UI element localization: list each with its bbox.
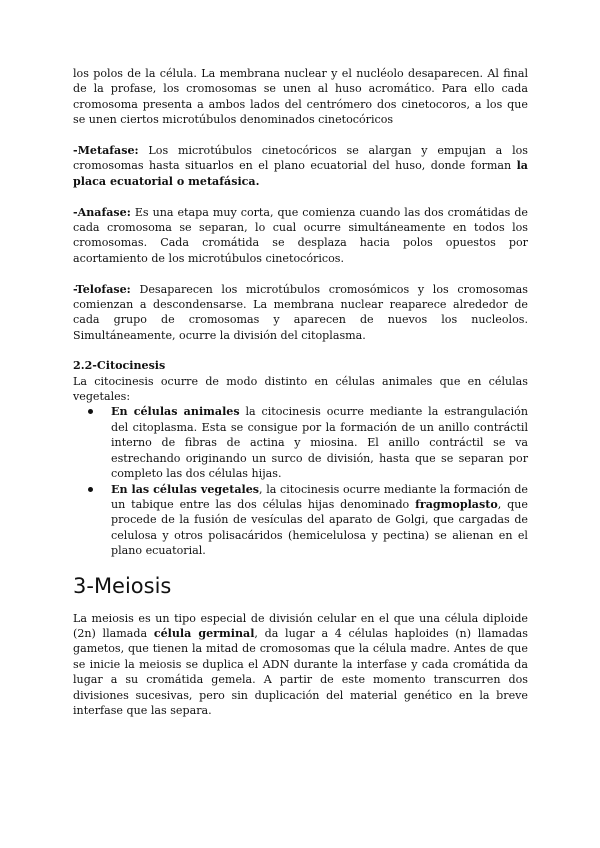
document-page	[73, 66, 528, 718]
vegetal-bold: En las células vegetales	[111, 482, 260, 496]
anafase-paragraph	[73, 205, 528, 267]
telofase-label: -Telofase:	[73, 282, 131, 296]
anafase-label: -Anafase:	[73, 205, 131, 219]
anafase-text: Es una etapa muy corta, que comienza cuando las dos cromátidas de cada cromosoma se separan, lo cual ocurre simultáneamente en todos los cromosomas. Cada cromátida se desplaza hacia polos opuestos por acortamiento de los microtúbulos cinetocóricos.	[73, 205, 528, 265]
citocinesis-list	[73, 404, 528, 558]
meiosis-text-end: , da lugar a 4 células haploides (n) llamadas gametos, que tienen la mitad de cromosomas que la célula madre. Antes de que se inicie la meiosis se duplica el ADN durante la interfase y cada cromátida da lugar a su cromátida gemela. A partir de este momento transcurren dos divisiones sucesivas, pero sin duplicación del material genético en la breve interfase que las separa.	[73, 626, 528, 717]
metafase-paragraph	[73, 143, 528, 189]
metafase-text: Los microtúbulos cinetocóricos se alargan y empujan a los cromosomas hasta situarlos en el plano ecuatorial del huso, donde forman	[73, 144, 528, 173]
meiosis-heading: 3-Meiosis	[73, 573, 172, 598]
celula-germinal-term: célula germinal	[153, 626, 255, 640]
citocinesis-heading: 2.2-Citocinesis	[73, 359, 166, 373]
telofase-paragraph	[73, 282, 528, 344]
telofase-text: Desaparecen los microtúbulos cromosómicos y los cromosomas comienzan a descondensarse. La membrana nuclear reaparece alrededor de cada grupo de cromosomas y aparecen de nuevos los nucleolos. Simultáneamente, ocurre la división del citoplasma.	[73, 282, 528, 342]
animal-bold: En células animales	[111, 405, 240, 419]
list-item-animal	[111, 404, 528, 481]
profase-continuation: los polos de la célula. La membrana nuclear y el nucléolo desaparecen. Al final de la profase, los cromosomas se unen al huso acromático. Para ello cada cromosoma presenta a ambos lados del centrómero dos cinetocoros, a los que se unen ciertos microtúbulos denominados cinetocóricos	[73, 67, 528, 127]
fragmoplasto-term: fragmoplasto	[415, 497, 498, 511]
animal-text: la citocinesis ocurre mediante la estrangulación del citoplasma. Esta se consigue por la formación de un anillo contráctil interno de fibras de actina y miosina. El anillo contráctil se va estrechando originando un surco de división, hasta que se separan por completo las dos células hijas.	[111, 405, 528, 481]
list-item-vegetal	[111, 482, 528, 559]
bullet-icon	[88, 487, 93, 492]
metafase-label: -Metafase:	[73, 144, 139, 158]
metafase-period: .	[255, 174, 260, 188]
metafase-bold-term: la placa ecuatorial o metafásica	[73, 159, 528, 188]
meiosis-text-start: La meiosis es un tipo especial de división celular en el que una célula diploide (2n) llamada	[73, 611, 528, 640]
vegetal-text-end: , que procede de la fusión de vesículas del aparato de Golgi, que cargadas de celulosa y otros polisacáridos (hemicelulosa y pectina) se alienan en el plano ecuatorial.	[111, 497, 528, 558]
meiosis-paragraph	[73, 611, 528, 719]
bullet-icon	[88, 409, 93, 414]
citocinesis-intro: La citocinesis ocurre de modo distinto en células animales que en células vegetales:	[73, 374, 528, 404]
vegetal-text: , la citocinesis ocurre mediante la formación de un tabique entre las dos células hijas denominado	[111, 482, 528, 511]
